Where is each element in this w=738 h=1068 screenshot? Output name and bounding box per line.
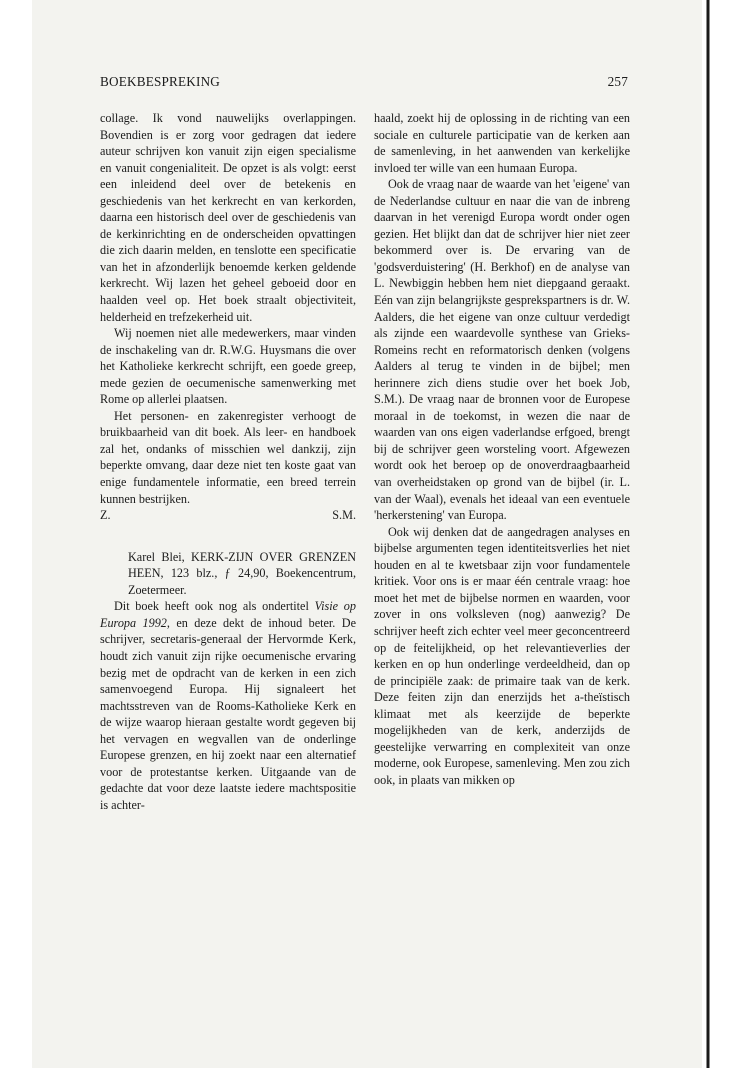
paragraph: collage. Ik vond nauwelijks overlappingen. Bovendien is er zorg voor gedragen dat iedere auteur schrijven kon vanuit zijn eigen specialisme en vanuit congenialiteit. De opzet is als volgt: eerst een inleidend deel over de betekenis en geschiedenis van het kerkrecht en van kerkorden, daarna een historisch deel over de geschiedenis van de kerkinrichting en de onderscheiden opvattingen die zich daarin melden, en tenslotte een specificatie van het in afzonderlijk benoemde kerken geldende kerkrecht. Wij lazen het geheel geboeid door en haalden veel op. Het boek straalt objectiviteit, helderheid en trefzekerheid uit. [100, 111, 356, 324]
right-column [374, 110, 630, 788]
book-page [32, 0, 702, 1068]
book-subtitle: Visie op Europa 1992 [100, 599, 356, 630]
paragraph: Ook wij denken dat de aangedragen analyses en bijbelse argumenten tegen identiteitsverlies het niet houden en al te kwetsbaar zijn voor fundamentele kritiek. Voor ons is er maar één centrale vraag: hoe moet het met de bijbelse normen en waarden, voor zover in ons volksleven (nog) aanwezig? De schrijver heeft zich echter veel meer geconcentreerd op de feitelijkheid, op het relevantieverlies der kerken en op hun onderlinge verdeeldheid, dan op de principiële zaak: de primaire taak van de kerk. Deze feiten zijn dan enerzijds het a-theïstisch klimaat met als keerzijde de beperkte mogelijkheden van de kerk, anderzijds de geestelijke verwarring en complexiteit van onze moderne, ook Europese, samenleving. Men zou zich ook, in plaats van mikken op [374, 524, 630, 787]
left-column [100, 110, 356, 813]
running-title: BOEKBESPREKING [100, 74, 221, 89]
paragraph: Wij noemen niet alle medewerkers, maar vinden de inschakeling van dr. R.W.G. Huysmans die over het Katholieke kerkrecht schrijft, een goede greep, mede gezien de oecumenische samenwerking met Rome op allerlei plaatsen. [100, 326, 356, 407]
page-number: 257 [607, 74, 628, 89]
paragraph: Het personen- en zakenregister verhoogt de bruikbaarheid van dit boek. Als leer- en handboek zal het, ondanks of misschien wel dankzij, zijn beperkte omvang, daar deze niet ten koste gaat van enige fundamentele informatie, een breed terrein kunnen bestrijken. [100, 408, 356, 506]
scan-margin-left [0, 0, 32, 1068]
book-author: Karel Blei, [128, 549, 185, 564]
running-header [100, 74, 628, 92]
book-title: KERK-ZIJN OVER GRENZEN HEEN, [128, 549, 356, 581]
book-reference [100, 549, 356, 599]
text-run: , en deze dekt de inhoud beter. De schrijver, secretaris-generaal der Hervormde Kerk, houdt zich vanuit zijn rijke oecumenische ervaring bezig met de opdracht van de kerken in een zich samenvoegend Europa. Hij signaleert het machtsstreven van de Rooms-Katholieke Kerk en de wijze waarop hieraan gestalte wordt gegeven bij het vervagen en wegvallen van de onderlinge Europese grenzen, en hij zoekt naar een alternatief voor de protestantse kerken. Uitgaande van de gedachte dat voor deze laatste iedere machtspositie is achter- [100, 615, 356, 812]
book-publisher: Boekencentrum, Zoetermeer. [128, 566, 356, 597]
paragraph [100, 598, 356, 813]
signature-initials: S.M. [332, 508, 356, 523]
book-details: 123 blz., ƒ 24,90, [170, 566, 269, 581]
text-run: Dit boek heeft ook nog als ondertitel [114, 599, 315, 614]
paragraph: Ook de vraag naar de waarde van het 'eigene' van de Nederlandse cultuur en naar die van de inbreng daarvan in het verenigd Europa wordt onder ogen gezien. Het blijkt dan dat de schrijver hier niet zeer bekommerd over is. De ervaring van de 'godsverduistering' (H. Berkhof) en de analyse van L. Newbiggin hebben hem niet diepgaand geraakt. Eén van zijn belangrijkste gesprekspartners is dr. W. Aalders, die het eigene van onze cultuur verdedigt als zijnde een waardevolle synthese van Grieks-Romeins recht en reformatorisch denken (volgens Aalders al terug te vinden in de bijbel; men herinnere zich diens studie over het boek Job, S.M.). De vraag naar de bronnen voor de Europese moraal in de toekomst, in wezen die naar de waarden van ons eigen vaderlandse erfgoed, brengt bij de schrijver geen worsteling voort. Afgewezen wordt ook het beroep op de onoverdraagbaarheid van overheidstaken op grond van de bijbel (ir. L. van der Waal), evenals het ideaal van een eventuele 'herkerstening' van Europa. [374, 177, 630, 523]
signature-initial: Z. [100, 508, 111, 523]
paragraph: haald, zoekt hij de oplossing in de richting van een sociale en culturele participatie van de kerken aan de samenleving, in het aanwenden van kerkelijke invloed ter wille van een humaan Europa. [374, 111, 630, 175]
review-signature [100, 507, 356, 524]
scan-margin-right [702, 0, 738, 1068]
